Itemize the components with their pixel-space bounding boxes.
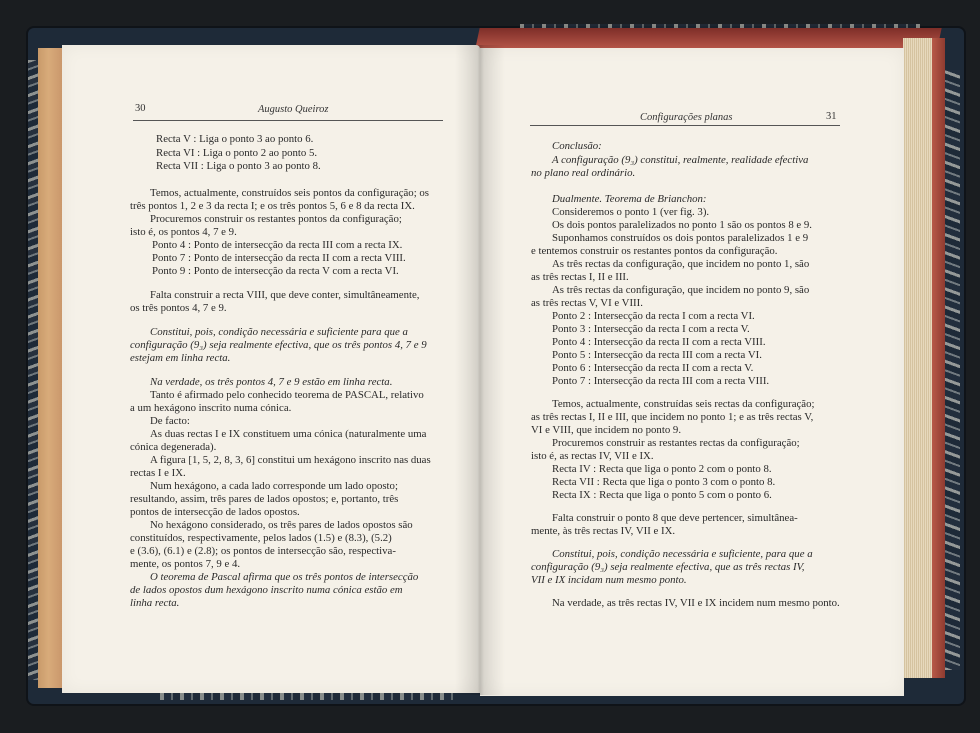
text-line: Temos, actualmente, construídas seis rectas da configuração;	[552, 398, 815, 410]
text-line: Ponto 2 : Intersecção da recta I com a recta VI.	[552, 310, 755, 322]
text-line: Ponto 5 : Intersecção da recta III com a recta VI.	[552, 349, 762, 361]
text-line: VI e VIII, que incidem no ponto 9.	[531, 424, 682, 436]
text-line: VII e IX incidam num mesmo ponto.	[531, 574, 687, 586]
text-line: Na verdade, as três rectas IV, VII e IX incidem num mesmo ponto.	[552, 597, 840, 609]
right-header-rule	[530, 125, 840, 126]
text-line: isto é, os pontos 4, 7 e 9.	[130, 226, 237, 238]
text-line: Temos, actualmente, construídos seis pontos da configuração; os	[150, 187, 429, 199]
text-line: isto é, as rectas IV, VII e IX.	[531, 450, 654, 462]
text-line: Falta construir o ponto 8 que deve pertencer, simultânea-	[552, 512, 798, 524]
left-page-number: 30	[135, 103, 146, 114]
text-line: Ponto 4 : Intersecção da recta II com a recta VIII.	[552, 336, 766, 348]
text-line: mente, às três rectas IV, VII e IX.	[531, 525, 676, 537]
text-line: Tanto é afirmado pelo conhecido teorema de PASCAL, relativo	[150, 389, 424, 401]
text-line: cónica degenerada).	[130, 441, 217, 453]
text-line: Recta IX : Recta que liga o ponto 5 com o ponto 6.	[552, 489, 772, 501]
text-line: Procuremos construir os restantes pontos da configuração;	[150, 213, 402, 225]
text-line: Ponto 7 : Ponto de intersecção da recta II com a recta VIII.	[152, 252, 406, 264]
text-line: Ponto 9 : Ponto de intersecção da recta V com a recta VI.	[152, 265, 399, 277]
text-line: linha recta.	[130, 597, 180, 609]
text-line: Constitui, pois, condição necessária e suficiente para que a	[150, 326, 408, 338]
text-line: no plano real ordinário.	[531, 167, 636, 179]
right-running-head: Configurações planas	[640, 112, 733, 123]
text-line: as três rectas V, VI e VIII.	[531, 297, 643, 309]
text-line: estejam em linha recta.	[130, 352, 231, 364]
text-line: Na verdade, os três pontos 4, 7 e 9 estão em linha recta.	[150, 376, 393, 388]
text-line: de lados opostos dum hexágono inscrito numa cónica estão em	[130, 584, 403, 596]
text-line: pontos de intersecção de lados opostos.	[130, 506, 300, 518]
text-line: Recta IV : Recta que liga o ponto 2 com o ponto 8.	[552, 463, 772, 475]
text-line: três pontos 1, 2 e 3 da recta I; e os três pontos 5, 6 e 8 da recta IX.	[130, 200, 415, 212]
text-line: Constitui, pois, condição necessária e suficiente, para que a	[552, 548, 813, 560]
text-line: e (3.6), (6.1) e (2.8); os pontos de intersecção são, respectiva-	[130, 545, 396, 557]
text-line: No hexágono considerado, os três pares de lados opostos são	[150, 519, 413, 531]
text-line: O teorema de Pascal afirma que os três pontos de intersecção	[150, 571, 419, 583]
text-line: configuração (9₃) seja realmente efectiva, que os três pontos 4, 7 e 9	[130, 339, 427, 351]
text-line: Ponto 6 : Intersecção da recta II com a recta V.	[552, 362, 754, 374]
page-edge-top-red	[475, 28, 942, 50]
text-line: De facto:	[150, 415, 190, 427]
text-line: Ponto 4 : Ponto de intersecção da recta III com a recta IX.	[152, 239, 403, 251]
text-line: Num hexágono, a cada lado corresponde um lado oposto;	[150, 480, 398, 492]
text-line: e tentemos construir os restantes pontos da configuração.	[531, 245, 778, 257]
text-line: constituídos, respectivamente, pelos lados (1.5) e (8.3), (5.2)	[130, 532, 392, 544]
text-line: Recta VII : Liga o ponto 3 ao ponto 8.	[156, 160, 321, 172]
text-line: Consideremos o ponto 1 (ver fig. 3).	[552, 206, 710, 218]
page-edge-right-red	[932, 38, 945, 678]
text-line: Recta VI : Liga o ponto 2 ao ponto 5.	[156, 147, 318, 159]
text-line: as três rectas I, II e III.	[531, 271, 629, 283]
text-line: As três rectas da configuração, que incidem no ponto 1, são	[552, 258, 810, 270]
text-line: resultando, assim, três pares de lados opostos; e, portanto, três	[130, 493, 399, 505]
text-line: os três pontos 4, 7 e 9.	[130, 302, 227, 314]
text-line: Ponto 7 : Intersecção da recta III com a recta VIII.	[552, 375, 770, 387]
cover-marbling-right	[944, 70, 960, 670]
text-line: A figura [1, 5, 2, 8, 3, 6] constitui um hexágono inscrito nas duas	[150, 454, 431, 466]
text-line: Procuremos construir as restantes rectas da configuração;	[552, 437, 800, 449]
text-line: Falta construir a recta VIII, que deve conter, simultâneamente,	[150, 289, 420, 301]
text-line: as três rectas I, II e III, que incidem no ponto 1; e as três rectas V,	[531, 411, 814, 423]
text-line: As três rectas da configuração, que incidem no ponto 9, são	[552, 284, 810, 296]
text-line: rectas I e IX.	[130, 467, 186, 479]
text-line: Suponhamos construídos os dois pontos paralelizados 1 e 9	[552, 232, 809, 244]
text-line: Dualmente. Teorema de Brianchon:	[552, 193, 707, 205]
left-running-head: Augusto Queiroz	[258, 104, 329, 115]
text-line: Recta V : Liga o ponto 3 ao ponto 6.	[156, 133, 314, 145]
left-header-rule	[133, 120, 443, 121]
text-line: configuração (9₃) seja realmente efectiva, que as três rectas IV,	[531, 561, 805, 573]
text-line: Recta VII : Recta que liga o ponto 3 com o ponto 8.	[552, 476, 776, 488]
right-page-number: 31	[826, 111, 837, 122]
text-line: Ponto 3 : Intersecção da recta I com a recta V.	[552, 323, 750, 335]
text-line: Os dois pontos paralelizados no ponto 1 são os pontos 8 e 9.	[552, 219, 813, 231]
text-line: mente, os pontos 7, 9 e 4.	[130, 558, 241, 570]
text-line: a um hexágono inscrito numa cónica.	[130, 402, 292, 414]
text-line: As duas rectas I e IX constituem uma cónica (naturalmente uma	[150, 428, 427, 440]
text-line: Conclusão:	[552, 140, 602, 152]
text-line: A configuração (9₃) constitui, realmente, realidade efectiva	[552, 154, 809, 166]
page-edge-left	[38, 48, 64, 688]
gutter-shadow	[455, 45, 505, 695]
